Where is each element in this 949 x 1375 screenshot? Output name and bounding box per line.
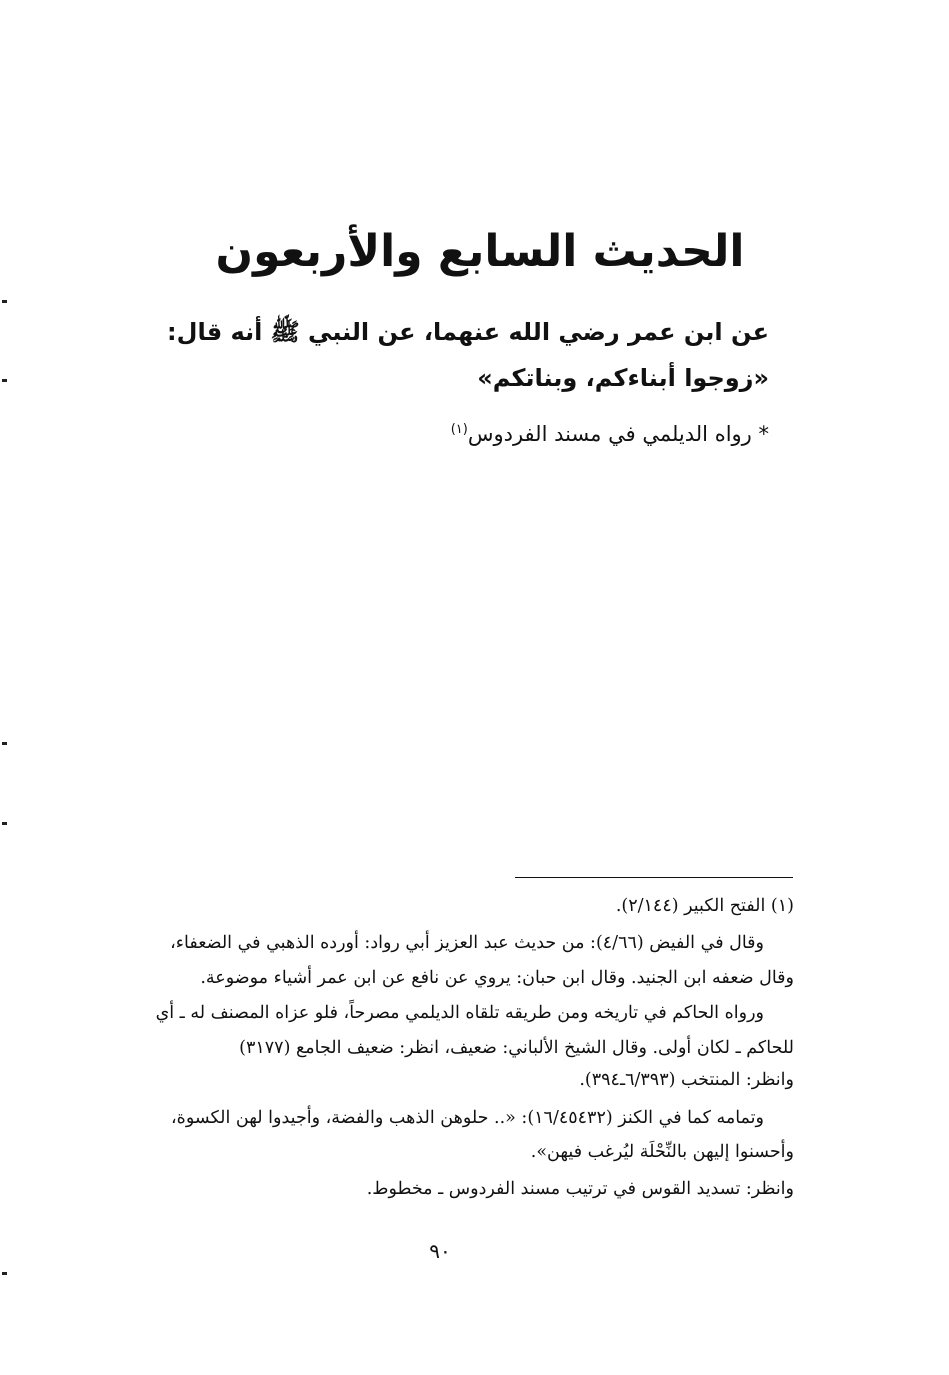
scan-edge-mark xyxy=(2,1272,7,1275)
scan-edge-mark xyxy=(2,300,7,303)
hadith-text: «زوجوا أبناءكم، وبناتكم» xyxy=(477,364,769,392)
scan-edge-mark xyxy=(2,822,7,825)
footnote-marker: (١) xyxy=(450,422,468,437)
footnote-separator xyxy=(515,877,793,878)
footnote-line: وتمامه كما في الكنز (١٦/٤٥٤٣٢): «.. حلوهن الذهب والفضة، وأجيدوا لهن الكسوة، xyxy=(171,1108,764,1128)
scan-edge-mark xyxy=(2,742,7,745)
chapter-title: الحديث السابع والأربعون xyxy=(215,226,745,277)
footnote-line: وانظر: تسديد القوس في ترتيب مسند الفردوس ـ مخطوط. xyxy=(366,1179,794,1199)
footnote-line: ورواه الحاكم في تاريخه ومن طريقه تلقاه الديلمي مصرحاً، فلو عزاه المصنف له ـ أي xyxy=(155,1003,764,1023)
footnote-line: (١) الفتح الكبير (٢/١٤٤). xyxy=(615,896,794,916)
hadith-narration-intro: عن ابن عمر رضي الله عنهما، عن النبي ﷺ أنه قال: xyxy=(167,318,769,346)
hadith-source xyxy=(451,410,769,454)
footnote-line: وانظر: المنتخب (٦/٣٩٣ـ٣٩٤). xyxy=(579,1070,794,1090)
hadith-source-text: * رواه الديلمي في مسند الفردوس xyxy=(467,422,769,446)
footnote-line: وأحسنوا إليهن بالنِّحْلَة ليُرغب فيهن». xyxy=(530,1142,794,1162)
footnote-line: للحاكم ـ لكان أولى. وقال الشيخ الألباني: ضعيف، انظر: ضعيف الجامع (٣١٧٧) xyxy=(239,1038,794,1058)
scan-edge-mark xyxy=(2,379,7,382)
footnote-line: وقال في الفيض (٤/٦٦): من حديث عبد العزيز أبي رواد: أورده الذهبي في الضعفاء، xyxy=(170,933,764,953)
footnote-line: وقال ضعفه ابن الجنيد. وقال ابن حبان: يروي عن نافع عن ابن عمر أشياء موضوعة. xyxy=(200,968,794,988)
page-number: ٩٠ xyxy=(429,1239,451,1263)
